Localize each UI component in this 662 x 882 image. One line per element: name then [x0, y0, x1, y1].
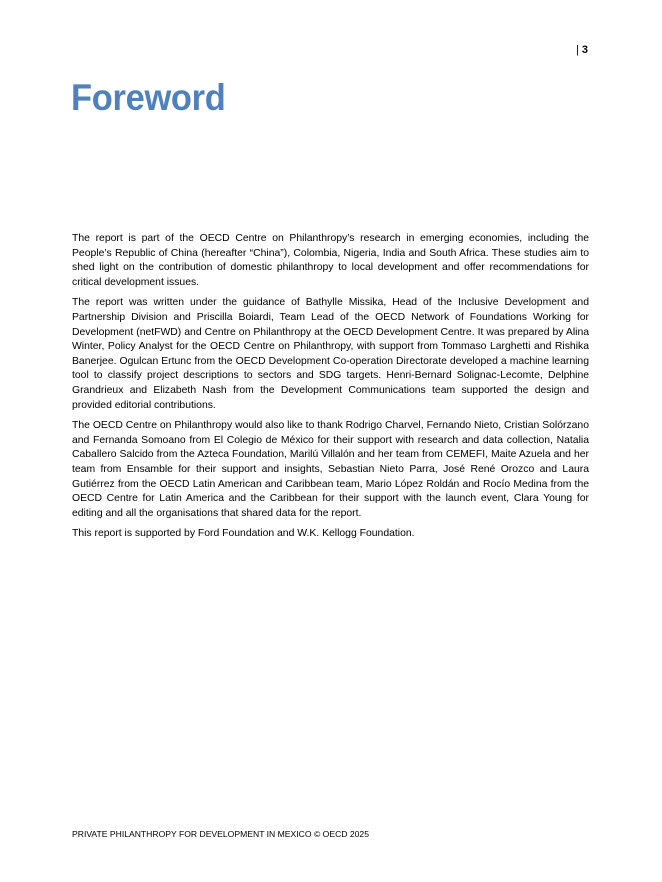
paragraph-funding: This report is supported by Ford Foundation and W.K. Kellogg Foundation. [72, 528, 415, 540]
paragraph-acknowledgements: The OECD Centre on Philanthropy would also like to thank Rodrigo Charvel, Fernando Nieto, Cristian Solórzano and Fernanda Somoano from El Colegio de México for their support with research and data collection, Natalia Caballero Salcido from the Azteca Foundation, Marilú Villalón and her team from CEMEFI, Maite Azuela and her team from Ensamble for their support and insights, Sebastian Nieto Parra, José René Orozco and Laura Gutiérrez from the OECD Latin American and Caribbean team, Mario López Roldán and Rocío Medina from the OECD Centre for Latin America and the Caribbean for their support with the launch event, Clara Young for editing and all the organisations that shared data for the report. [72, 420, 589, 519]
page-number-separator: | [576, 44, 579, 56]
foreword-body [72, 232, 589, 548]
page-title: Foreword [71, 77, 226, 118]
page-footer: PRIVATE PHILANTHROPY FOR DEVELOPMENT IN MEXICO © OECD 2025 [72, 829, 369, 839]
paragraph-intro: The report is part of the OECD Centre on Philanthropy’s research in emerging economies, including the People’s Republic of China (hereafter “China”), Colombia, Nigeria, India and South Africa. These studies aim to shed light on the contribution of domestic philanthropy to local development and offer recommendations for critical development issues. [72, 233, 589, 288]
page-number [576, 43, 588, 57]
paragraph-authors: The report was written under the guidance of Bathylle Missika, Head of the Inclusive Development and Partnership Division and Priscilla Boiardi, Team Lead of the OECD Network of Foundations Working for Development (netFWD) and Centre on Philanthropy at the OECD Development Centre. It was prepared by Alina Winter, Policy Analyst for the OECD Centre on Philanthropy, with support from Tommaso Larghetti and Rishika Banerjee. Ogulcan Ertunc from the OECD Development Co-operation Directorate developed a machine learning tool to classify project descriptions to sectors and SDG targets. Henri-Bernard Solignac-Lecomte, Delphine Grandrieux and Elizabeth Nash from the Development Communications team supported the design and provided editorial contributions. [72, 297, 589, 411]
page-number-value: 3 [581, 44, 588, 56]
